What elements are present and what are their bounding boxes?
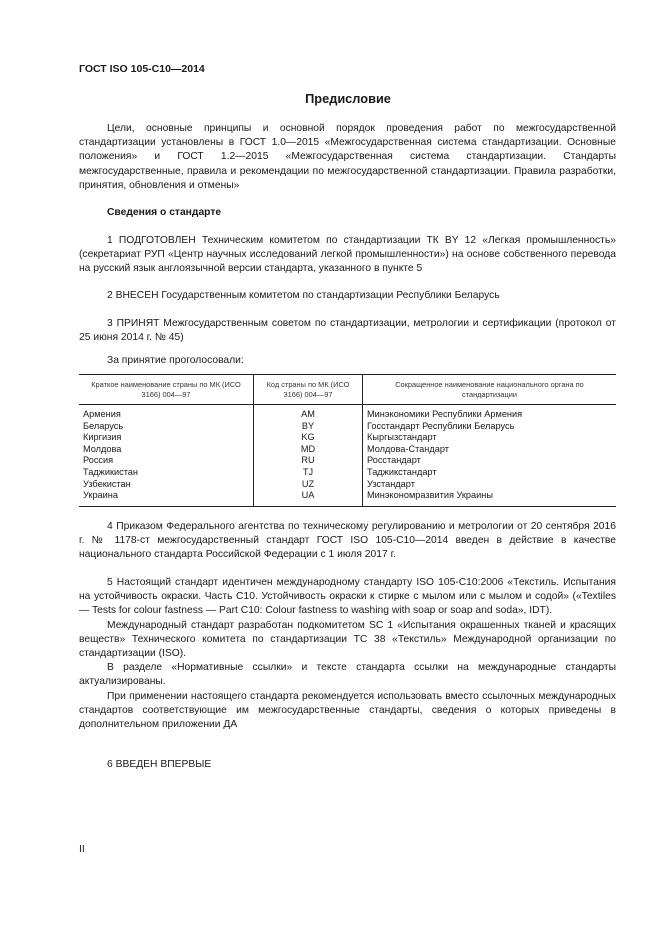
section-heading: Сведения о стандарте (107, 207, 222, 218)
country-cell: Киргизия (83, 432, 122, 443)
item-5-paragraph: При применении настоящего стандарта рекомендуется использовать вместо ссылочных международных стандартов соответствующие им межгосударственные стандарты, сведения о которых приведены в дополнительном приложении ДА (79, 690, 616, 731)
country-cell: Украина (79, 490, 254, 506)
table-row (79, 432, 616, 444)
item-3-paragraph: 3 ПРИНЯТ Межгосударственным советом по стандартизации, метрологии и сертификации (протокол от 25 июня 2014 г. № 45) (79, 318, 616, 344)
voted-label: За принятие проголосовали: (107, 355, 244, 366)
item-1-paragraph: 1 ПОДГОТОВЛЕН Техническим комитетом по стандартизации ТК BY 12 «Легкая промышленность» (секретариат РУП «Центр научных исследований легкой промышленности») на основе собственного перевода на русский язык англоязычной версии стандарта, указанного в пункте 5 (79, 235, 616, 275)
country-cell: Беларусь (83, 420, 124, 431)
body-cell: Молдова-Стандарт (363, 444, 617, 456)
item-2-paragraph: 2 ВНЕСЕН Государственным комитетом по стандартизации Республики Беларусь (107, 290, 500, 301)
country-cell: Россия (83, 455, 114, 466)
page-title: Предисловие (305, 91, 391, 106)
code-cell: UZ (254, 479, 363, 491)
code-cell: AM (254, 405, 363, 421)
item-4-paragraph: 4 Приказом Федерального агентства по техническому регулированию и метрологии от 20 сентября 2016 г. № 1178-ст межгосударственный стандарт ГОСТ ISO 105-C10—2014 введен в действие в качестве национального стандарта Российской Федерации с 1 июля 2017 г. (79, 521, 616, 561)
code-cell: RU (254, 455, 363, 467)
intro-paragraph: Цели, основные принципы и основной порядок проведения работ по межгосударственной стандартизации установлены в ГОСТ 1.0—2015 «Межгосударственная система стандартизации. Основные положения» и ГОСТ 1.2—2015 «Межгосударственная система стандартизации. Стандарты межгосударственные, правила и рекомендации по межгосударственной стандартизации. Правила разработки, принятия, обновления и отмены» (79, 123, 616, 191)
item-5-paragraph: Международный стандарт разработан подкомитетом SC 1 «Испытания окрашенных тканей и красящих веществ» Технического комитета по стандартизации ТС 38 «Текстиль» Международной организации по стандартизации (ISO). (79, 619, 616, 660)
column-header-body: Сокращенное наименование национального органа по стандартизации (363, 375, 617, 405)
code-cell: TJ (254, 467, 363, 479)
country-cell: Армения (83, 409, 121, 419)
item-6-paragraph: 6 ВВЕДЕН ВПЕРВЫЕ (107, 759, 212, 770)
document-code-header: ГОСТ ISO 105-C10—2014 (79, 63, 205, 75)
body-cell: Минэкономразвития Украины (363, 490, 617, 506)
body-cell: Минэкономики Республики Армения (363, 405, 617, 421)
body-cell: Узстандарт (363, 479, 617, 491)
table-row (79, 444, 616, 456)
column-header-code: Код страны по МК (ИСО 3166) 004—97 (254, 375, 363, 405)
body-cell: Кыргызстандарт (363, 432, 617, 444)
table-header-row (79, 375, 616, 405)
code-cell: KG (254, 432, 363, 444)
column-header-country: Краткое наименование страны по МК (ИСО 3166) 004—97 (79, 375, 254, 405)
table-row (79, 490, 616, 506)
code-cell: MD (254, 444, 363, 456)
item-5-paragraph: 5 Настоящий стандарт идентичен международному стандарту ISO 105-C10:2006 «Текстиль. Испытания на устойчивость окраски. Часть С10. Устойчивость окраски к стирке с мылом или с мылом и содой» («Textiles — Tests for colour fastness — Part C10: Colour fastness to washing with soap or soap and soda», IDT). (79, 577, 616, 617)
item-5-section (79, 576, 616, 732)
country-cell: Узбекистан (83, 478, 131, 489)
body-cell: Госстандарт Республики Беларусь (363, 421, 617, 433)
table-row (79, 421, 616, 433)
table-row (79, 405, 616, 421)
code-cell: UA (254, 490, 363, 506)
country-cell: Таджикистан (83, 466, 138, 477)
item-5-paragraph: В разделе «Нормативные ссылки» и тексте стандарта ссылки на международные стандарты актуализированы. (79, 662, 616, 688)
voting-table (79, 374, 616, 507)
country-cell: Молдова (83, 443, 122, 454)
table-row (79, 479, 616, 491)
code-cell: BY (254, 421, 363, 433)
body-cell: Росстандарт (363, 455, 617, 467)
page-number: II (79, 843, 85, 855)
table-row (79, 455, 616, 467)
table-row (79, 467, 616, 479)
body-cell: Таджикстандарт (363, 467, 617, 479)
